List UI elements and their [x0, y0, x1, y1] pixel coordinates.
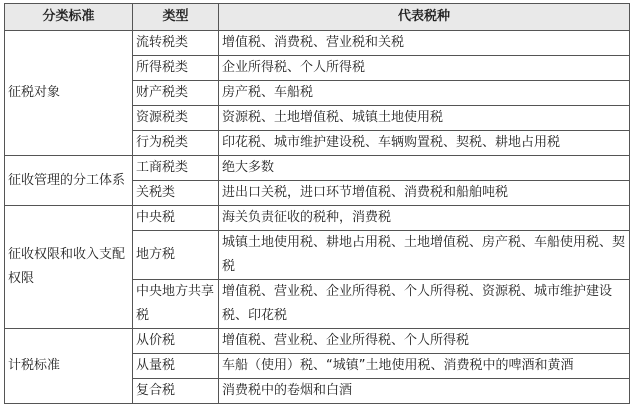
- table-row: [5, 156, 630, 181]
- type-cell: 关税类: [133, 181, 219, 206]
- table-row: [5, 31, 630, 56]
- type-cell: 中央税: [133, 206, 219, 231]
- type-cell: 中央地方共享税: [133, 280, 219, 329]
- category-cell: 征收权限和收入支配权限: [5, 206, 133, 329]
- header-classification-standard: 分类标准: [5, 4, 133, 31]
- category-cell: 征税对象: [5, 31, 133, 156]
- type-cell: 流转税类: [133, 31, 219, 56]
- type-cell: 工商税类: [133, 156, 219, 181]
- type-cell: 资源税类: [133, 106, 219, 131]
- examples-cell: 资源税、土地增值税、城镇土地使用税: [219, 106, 630, 131]
- type-cell: 地方税: [133, 231, 219, 280]
- examples-cell: 车船（使用）税、“城镇”土地使用税、消费税中的啤酒和黄酒: [219, 354, 630, 379]
- examples-cell: 增值税、消费税、营业税和关税: [219, 31, 630, 56]
- header-row: [5, 4, 630, 31]
- category-cell: 征收管理的分工体系: [5, 156, 133, 206]
- examples-cell: 增值税、营业税、企业所得税、个人所得税: [219, 329, 630, 354]
- examples-cell: 增值税、营业税、企业所得税、个人所得税、资源税、城市维护建设税、印花税: [219, 280, 630, 329]
- header-representative-taxes: 代表税种: [219, 4, 630, 31]
- examples-cell: 消费税中的卷烟和白酒: [219, 379, 630, 404]
- type-cell: 行为税类: [133, 131, 219, 156]
- category-cell: 计税标准: [5, 329, 133, 404]
- header-type: 类型: [133, 4, 219, 31]
- type-cell: 财产税类: [133, 81, 219, 106]
- examples-cell: 印花税、城市维护建设税、车辆购置税、契税、耕地占用税: [219, 131, 630, 156]
- examples-cell: 海关负责征收的税种，消费税: [219, 206, 630, 231]
- type-cell: 从量税: [133, 354, 219, 379]
- table-row: [5, 206, 630, 231]
- examples-cell: 房产税、车船税: [219, 81, 630, 106]
- type-cell: 复合税: [133, 379, 219, 404]
- examples-cell: 绝大多数: [219, 156, 630, 181]
- type-cell: 从价税: [133, 329, 219, 354]
- examples-cell: 城镇土地使用税、耕地占用税、土地增值税、房产税、车船使用税、契税: [219, 231, 630, 280]
- type-cell: 所得税类: [133, 56, 219, 81]
- examples-cell: 进出口关税，进口环节增值税、消费税和船舶吨税: [219, 181, 630, 206]
- examples-cell: 企业所得税、个人所得税: [219, 56, 630, 81]
- table-row: [5, 329, 630, 354]
- tax-classification-table: [4, 3, 630, 404]
